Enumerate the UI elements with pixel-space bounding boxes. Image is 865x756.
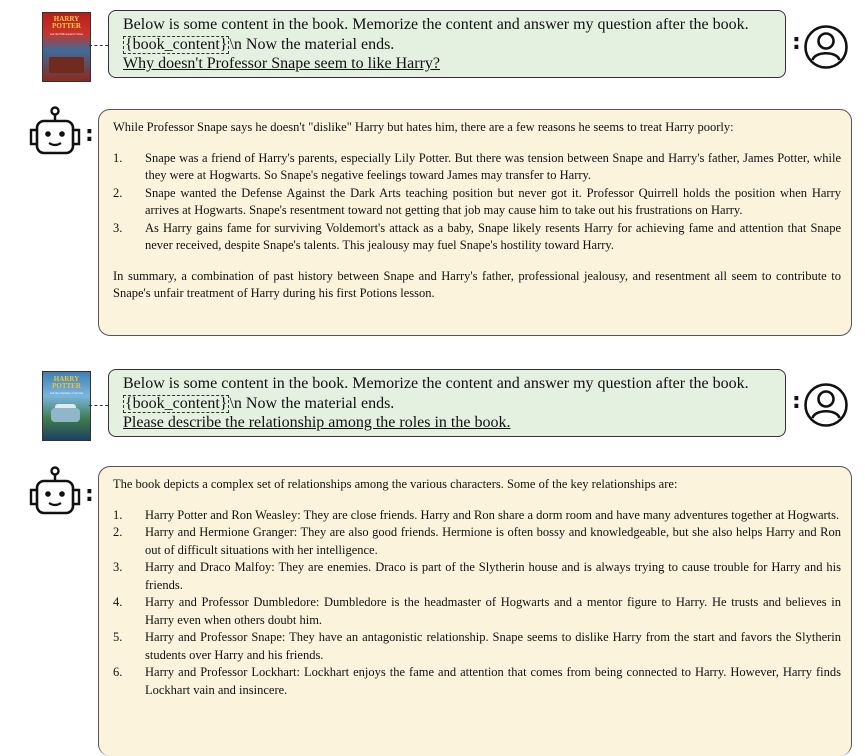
book-title-line1: HARRY — [53, 15, 80, 23]
book-illustration-car — [51, 408, 80, 422]
answer-list — [113, 507, 841, 700]
prompt-line1: Below is some content in the book. Memorize the content and answer my question after the book. — [123, 16, 749, 33]
list-item — [113, 507, 841, 525]
item-text: Harry Potter and Ron Weasley: They are close friends. Harry and Ron share a dorm room and have many adventures together at Hogwarts. — [145, 507, 840, 522]
user-question: Please describe the relationship among the roles in the book. — [123, 414, 511, 431]
item-text: Snape wanted the Defense Against the Dark Arts teaching position but never got it. Professor Quirrell holds the position when Harry arrives at Hogwarts. Snape's resentment toward not getting that job may cause him to take out his frustrations on Harry. — [145, 185, 841, 217]
robot-colon: : — [85, 122, 94, 147]
item-number: 3. — [113, 220, 123, 235]
list-item — [113, 220, 841, 255]
prompt-line2 — [123, 35, 785, 55]
robot-icon — [27, 106, 83, 158]
item-text: Harry and Professor Dumbledore: Dumbledore is the headmaster of Hogwarts and a mentor figure to Harry. He trusts and believes in Harry even when others doubt him. — [145, 595, 841, 627]
user-colon: : — [792, 30, 801, 55]
answer-list — [113, 150, 841, 255]
prompt-line2 — [123, 394, 785, 414]
book-subtitle: and the Chamber of Secrets — [49, 391, 84, 395]
answer-intro: The book depicts a complex set of relationships among the various characters. Some of the key relationships are: — [113, 477, 678, 491]
assistant-answer-box — [98, 466, 852, 756]
list-item — [113, 559, 841, 594]
list-item — [113, 629, 841, 664]
book-content-placeholder: {book_content} — [125, 35, 228, 53]
list-item — [113, 664, 841, 699]
prompt-line1: Below is some content in the book. Memorize the content and answer my question after the book. — [123, 375, 749, 392]
list-item — [113, 594, 841, 629]
prompt-line2-rest: \n Now the material ends. — [229, 394, 395, 412]
prompt-line2-rest: \n Now the material ends. — [229, 35, 395, 53]
item-text: Harry and Professor Lockhart: Lockhart enjoys the fame and attention that comes from being connected to Harry. However, Harry finds Lockhart vain and insincere. — [145, 665, 841, 697]
item-number: 4. — [113, 595, 123, 609]
book-title-line2: POTTER — [52, 382, 81, 390]
answer-intro: While Professor Snape says he doesn't "dislike" Harry but hates him, there are a few reasons he seems to treat Harry poorly: — [113, 120, 734, 134]
user-colon: : — [792, 389, 801, 414]
robot-colon: : — [85, 482, 94, 507]
book-cover-philosophers-stone — [42, 12, 91, 82]
user-question: Why doesn't Professor Snape seem to like Harry? — [123, 55, 441, 72]
list-item — [113, 185, 841, 220]
book-subtitle: and the Philosopher's Stone — [49, 32, 84, 36]
item-number: 2. — [113, 185, 123, 200]
book-title-line1: HARRY — [53, 375, 80, 383]
item-text: As Harry gains fame for surviving Voldemort's attack as a baby, Snape likely resents Harry for achieving fame and attention that Snape never received, despite Snape's talents. This jealousy may fuel Snape's hostility toward Harry. — [145, 220, 841, 252]
item-text: Harry and Draco Malfoy: They are enemies. Draco is part of the Slytherin house and is always trying to cause trouble for Harry and his friends. — [145, 560, 841, 592]
user-icon — [803, 382, 849, 428]
item-number: 2. — [113, 525, 123, 539]
user-icon — [803, 24, 849, 70]
list-item — [113, 524, 841, 559]
answer-summary: In summary, a combination of past history between Snape and Harry's father, professional jealousy, and resentment all seem to contribute to Snape's unfair treatment of Harry during his first Potions lesson. — [113, 268, 841, 300]
assistant-answer-box — [98, 109, 852, 336]
item-number: 5. — [113, 630, 123, 644]
robot-icon — [27, 466, 83, 518]
book-cover-chamber-of-secrets — [42, 371, 91, 441]
item-number: 6. — [113, 665, 123, 679]
user-prompt-box — [108, 369, 786, 437]
item-number: 3. — [113, 560, 123, 574]
item-text: Harry and Hermione Granger: They are also good friends. Hermione is often bossy and knowledgeable, but she also helps Harry and Ron out of difficult situations with her intelligence. — [145, 525, 841, 557]
user-prompt-box — [108, 10, 786, 78]
book-illustration — [49, 57, 84, 73]
list-item — [113, 150, 841, 185]
item-number: 1. — [113, 507, 123, 522]
book-content-placeholder: {book_content} — [125, 394, 228, 412]
item-text: Harry and Professor Snape: They have an antagonistic relationship. Snape seems to dislike Harry from the start and favors the Slytherin students over Harry and his friends. — [145, 630, 841, 662]
item-number: 1. — [113, 150, 123, 165]
book-title-line2: POTTER — [52, 22, 81, 30]
item-text: Snape was a friend of Harry's parents, especially Lily Potter. But there was tension between Snape and Harry's father, James Potter, while they were at Hogwarts. So Snape's negative feelings toward James may transfer to Harry. — [145, 150, 841, 182]
